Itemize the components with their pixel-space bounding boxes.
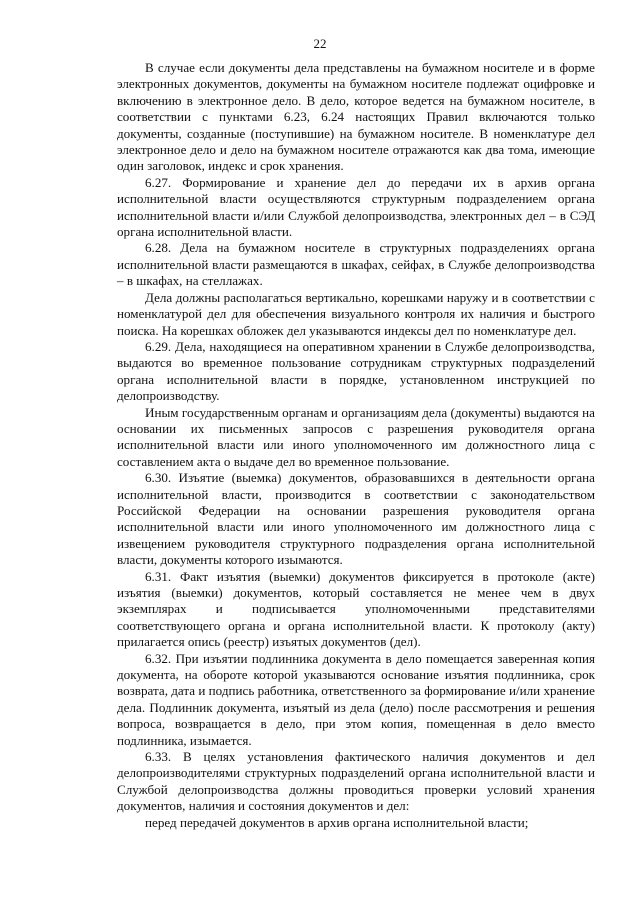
paragraph-external-issue: Иным государственным органам и организациям дела (документы) выдаются на основании их письменных запросов с разрешения руководителя органа исполнительной власти или иного уполномоченного им должностного лица с составлением акта о выдаче дел во временное пользование. [117,404,595,469]
paragraph-list-item-before-transfer: перед передачей документов в архив органа исполнительной власти; [145,814,529,830]
paragraph-6-29: 6.29. Дела, находящиеся на оперативном хранении в Службе делопроизводства, выдаются во временное пользование сотрудникам структурных подразделений органа исполнительной власти в порядке, установленном инструкцией по делопроизводству. [117,338,595,404]
paragraph-storage-order: Дела должны располагаться вертикально, корешками наружу и в соответствии с номенклатурой дел для обеспечения визуального контроля их наличия и быстрого поиска. На корешках обложек дел указываются индексы дел по номенклатуре дел. [117,289,595,338]
paragraph-6-28: 6.28. Дела на бумажном носителе в структурных подразделениях органа исполнительной власти размещаются в шкафах, сейфах, в Службе делопроизводства – в шкафах, на стеллажах. [117,240,595,289]
page-number: 22 [313,36,327,51]
paragraph-6-31: 6.31. Факт изъятия (выемки) документов фиксируется в протоколе (акте) изъятия (выемки) документов, который составляется не менее чем в двух экземплярах и подписывается уполномоченными представителями соответствующего органа и органа исполнительной власти. К протоколу (акту) прилагается опись (реестр) изъятых документов (дел). [117,568,595,650]
paragraph-electronic-and-paper-docs: В случае если документы дела представлены на бумажном носителе и в форме электронных документов, документы на бумажном носителе подлежат оцифровке и включению в электронное дело. В дело, которое ведется на бумажном носителе, в соответствии с пунктами 6.23, 6.24 настоящих Правил включаются только документы, созданные (поступившие) на бумажном носителе. В номенклатуре дел электронное дело и дело на бумажном носителе отражаются как два тома, имеющие один заголовок, индекс и срок хранения. [117,60,595,174]
paragraph-6-33: 6.33. В целях установления фактического наличия документов и дел делопроизводителями структурных подразделений органа исполнительной власти и Службой делопроизводства должны проводиться проверки условий хранения документов, наличия и состояния документов и дел: [117,749,595,814]
paragraph-6-30: 6.30. Изъятие (выемка) документов, образовавшихся в деятельности органа исполнительной власти, производится в соответствии с законодательством Российской Федерации на основании разрешения руководителя органа исполнительной власти или иного уполномоченного им должностного лица с извещением руководителя структурного подразделения органа исполнительной власти, документы которого изымаются. [117,470,595,568]
paragraph-6-27: 6.27. Формирование и хранение дел до передачи их в архив органа исполнительной власти осуществляются структурным подразделением органа исполнительной власти и/или Службой делопроизводства, электронных дел – в СЭД органа исполнительной власти. [117,174,595,240]
paragraph-6-32: 6.32. При изъятии подлинника документа в дело помещается заверенная копия документа, на обороте которой указываются основание изъятия подлинника, срок возврата, дата и подпись работника, ответственного за формирование и/или хранение дела. Подлинник документа, изъятый из дела (дело) после рассмотрения и решения вопроса, возвращается в дело, при этом копия, помещенная в дело вместо подлинника, изымается. [117,650,595,748]
document-body [117,60,595,831]
